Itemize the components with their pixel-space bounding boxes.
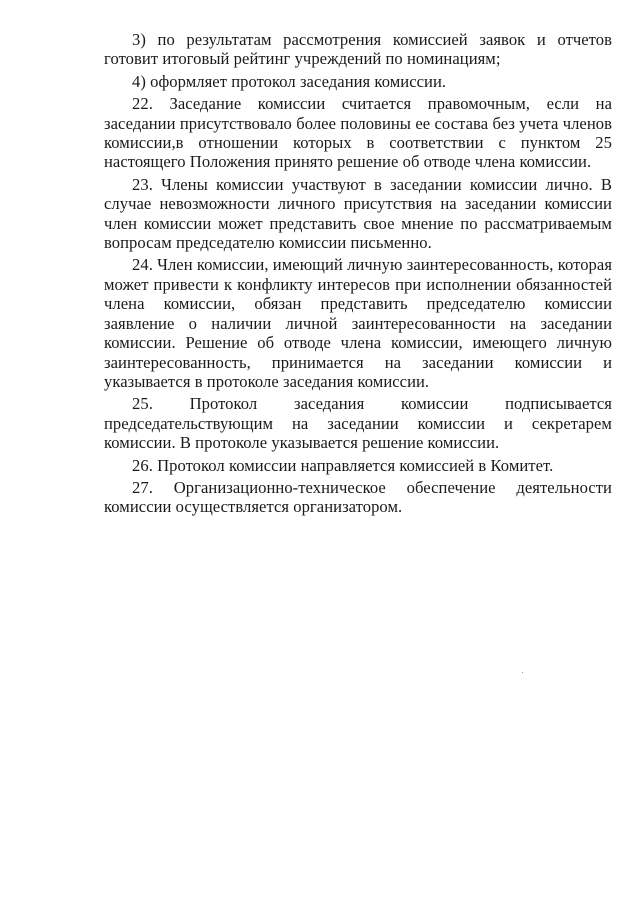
paragraph-item-3: 3) по результатам рассмотрения комиссией заявок и отчетов готовит итоговый рейтинг учреждений по номинациям; [104,30,612,69]
paragraph-item-4: 4) оформляет протокол заседания комиссии. [132,71,447,91]
document-body [104,30,612,520]
paragraph-23: 23. Члены комиссии участвуют в заседании комиссии лично. В случае невозможности личного присутствия на заседании комиссии член комиссии может представить свое мнение по рассматриваемым вопросам председателю комиссии письменно. [104,174,612,253]
paragraph-25: 25. Протокол заседания комиссии подписывается председательствующим на заседании комиссии и секретарем комиссии. В протоколе указывается решение комиссии. [104,394,612,453]
paragraph-26: 26. Протокол комиссии направляется комиссией в Комитет. [132,455,554,475]
scan-speck [522,672,523,673]
paragraph-24: 24. Член комиссии, имеющий личную заинтересованность, которая может привести к конфликту интересов при исполнении обязанностей члена комиссии, обязан представить председателю комиссии заявление о наличии личной заинтересованности на заседании комиссии. Решение об отводе члена комиссии, имеющего личную заинтересованность, принимается на заседании комиссии и указывается в протоколе заседания комиссии. [104,255,612,391]
paragraph-22: 22. Заседание комиссии считается правомочным, если на заседании присутствовало более половины ее состава без учета членов комиссии,в отношении которых в соответствии с пунктом 25 настоящего Положения принято решение об отводе члена комиссии. [104,94,612,172]
paragraph-27: 27. Организационно-техническое обеспечение деятельности комиссии осуществляется организатором. [104,477,612,517]
